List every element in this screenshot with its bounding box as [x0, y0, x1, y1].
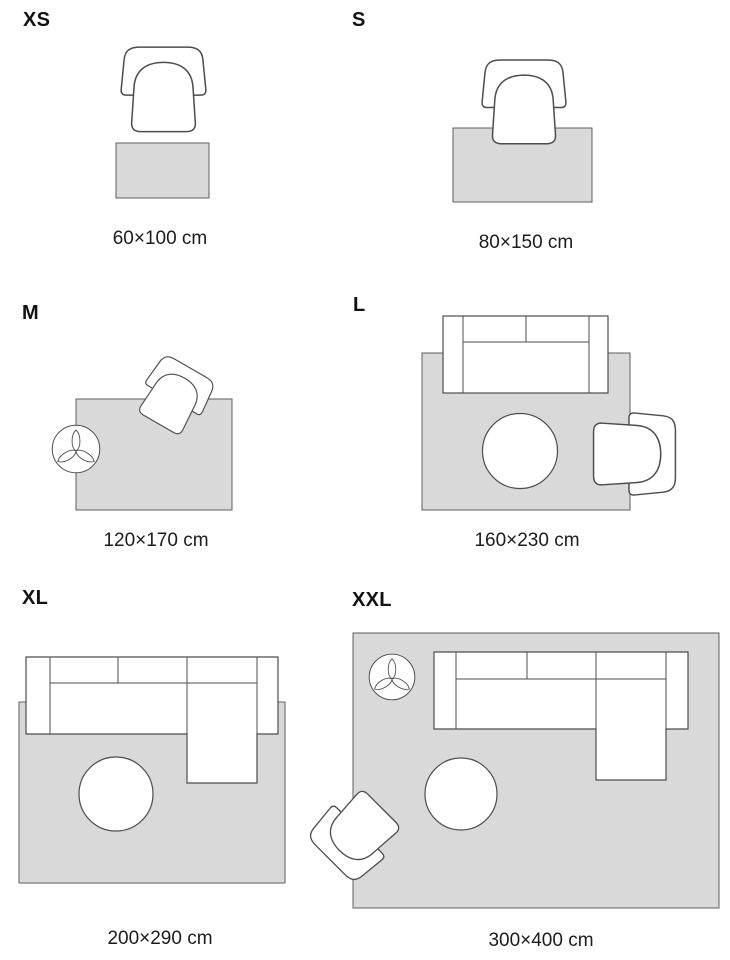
rug	[116, 143, 209, 198]
side-table-icon	[425, 758, 497, 830]
rug-scene-m	[0, 280, 365, 570]
size-label-m: M	[22, 302, 39, 324]
dimensions-label-m: 120×170 cm	[103, 530, 209, 551]
dimensions-label-xl: 200×290 cm	[107, 928, 213, 949]
side-table-icon	[483, 414, 558, 489]
dimensions-label-xxl: 300×400 cm	[488, 930, 594, 951]
size-label-l: L	[353, 294, 366, 316]
armchair-icon	[594, 413, 676, 495]
sofa-icon	[443, 316, 608, 393]
size-label-xxl: XXL	[352, 589, 392, 611]
plant-icon	[369, 654, 415, 700]
rug-scene-xxl	[300, 580, 730, 910]
dimensions-label-l: 160×230 cm	[474, 530, 580, 551]
plant-icon	[52, 425, 100, 473]
dimensions-label-s: 80×150 cm	[478, 232, 574, 253]
size-label-s: S	[352, 9, 366, 31]
rug-scene-xl	[0, 580, 330, 910]
armchair-icon	[482, 60, 566, 144]
size-label-xs: XS	[23, 9, 51, 31]
dimensions-label-xs: 60×100 cm	[112, 228, 208, 249]
size-label-xl: XL	[22, 587, 49, 609]
ottoman-icon	[79, 757, 153, 831]
armchair-icon	[121, 47, 206, 132]
rug-scene-l	[365, 280, 730, 570]
